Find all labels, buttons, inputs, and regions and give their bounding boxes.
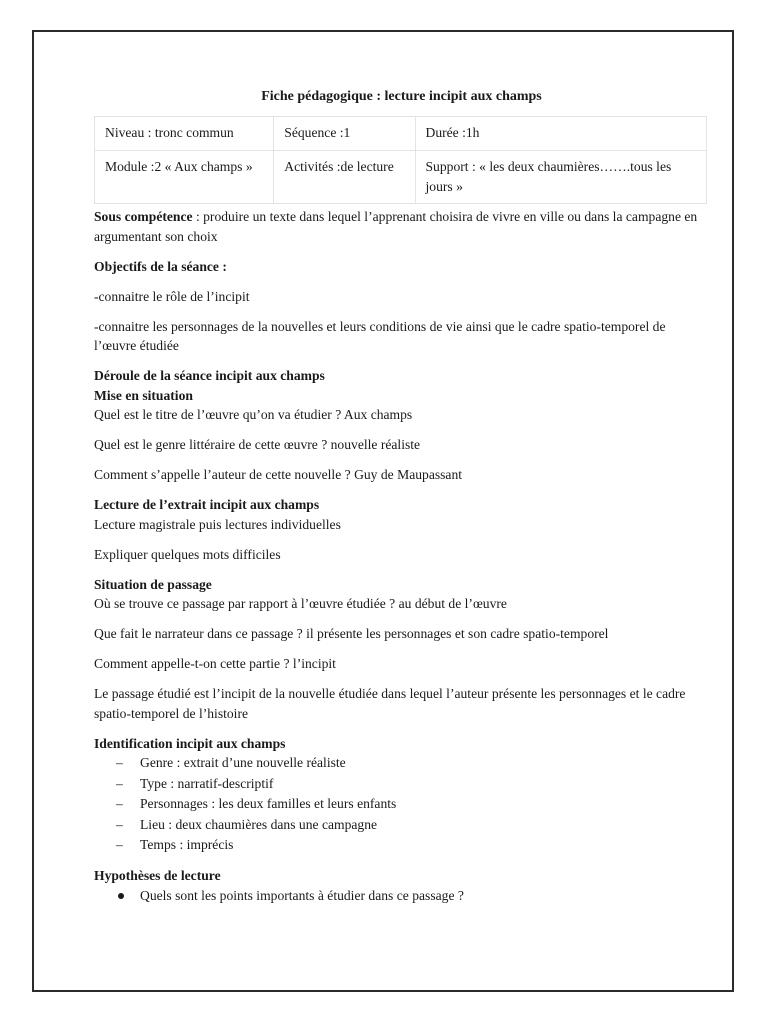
dash-marker: –	[116, 816, 123, 832]
sous-competence-paragraph	[94, 207, 709, 246]
identification-list	[94, 753, 709, 856]
list-item-text: Personnages : les deux familles et leurs enfants	[140, 796, 397, 811]
mise-en-situation-line: Quel est le titre de l’œuvre qu’on va étudier ? Aux champs	[94, 407, 413, 422]
bullet-icon	[118, 893, 124, 899]
document-content	[94, 87, 709, 905]
list-item-text: Quels sont les points importants à étudier dans ce passage ?	[140, 887, 464, 903]
info-table-row	[95, 117, 707, 151]
document-page	[32, 30, 734, 992]
list-item-text: Type : narratif-descriptif	[140, 775, 274, 791]
dash-marker: –	[116, 837, 123, 852]
deroule-heading: Déroule de la séance incipit aux champs	[94, 368, 325, 383]
dash-marker: –	[116, 775, 123, 791]
identification-heading: Identification incipit aux champs	[94, 735, 286, 751]
document-title: Fiche pédagogique : lecture incipit aux champs	[261, 89, 542, 104]
mise-en-situation-line: Comment s’appelle l’auteur de cette nouvelle ? Guy de Maupassant	[94, 467, 463, 482]
niveau-cell: Niveau : tronc commun	[95, 117, 274, 151]
list-item-text: Temps : imprécis	[140, 837, 234, 852]
sequence-cell: Séquence :1	[274, 117, 415, 151]
list-item	[94, 886, 709, 906]
list-item	[94, 815, 709, 836]
lecture-line: Expliquer quelques mots difficiles	[94, 546, 281, 562]
sous-competence-label: Sous compétence	[94, 209, 193, 224]
list-item	[94, 753, 709, 774]
activites-cell: Activités :de lecture	[274, 151, 415, 204]
situation-passage-line: Comment appelle-t-on cette partie ? l’incipit	[94, 656, 336, 671]
lecture-heading: Lecture de l’extrait incipit aux champs	[94, 497, 320, 512]
duree-cell: Durée :1h	[415, 117, 707, 151]
dash-marker: –	[116, 796, 123, 811]
list-item	[94, 835, 709, 856]
situation-passage-line: Le passage étudié est l’incipit de la nouvelle étudiée dans lequel l’auteur présente les personnages et le cadre spatio-temporel de l’histoire	[94, 686, 686, 721]
support-cell: Support : « les deux chaumières…….tous les jours »	[415, 151, 707, 204]
sous-competence-text: : produire un texte dans lequel l’apprenant choisira de vivre en ville ou dans la campagne en argumentant son choix	[94, 209, 698, 244]
mise-en-situation-line: Quel est le genre littéraire de cette œuvre ? nouvelle réaliste	[94, 437, 421, 452]
list-item	[94, 794, 709, 815]
hypotheses-list	[94, 886, 709, 906]
situation-passage-line: Que fait le narrateur dans ce passage ? il présente les personnages et son cadre spatio-temporel	[94, 626, 609, 641]
situation-passage-heading: Situation de passage	[94, 576, 212, 592]
lecture-line: Lecture magistrale puis lectures individuelles	[94, 516, 341, 532]
info-table	[94, 116, 707, 204]
module-cell: Module :2 « Aux champs »	[95, 151, 274, 204]
hypotheses-heading: Hypothèses de lecture	[94, 868, 221, 883]
situation-passage-line: Où se trouve ce passage par rapport à l’œuvre étudiée ? au début de l’œuvre	[94, 596, 507, 611]
objectif-item: -connaitre le rôle de l’incipit	[94, 288, 250, 304]
mise-en-situation-heading: Mise en situation	[94, 387, 193, 403]
objectifs-heading: Objectifs de la séance :	[94, 258, 227, 274]
list-item-text: Genre : extrait d’une nouvelle réaliste	[140, 755, 346, 770]
dash-marker: –	[116, 755, 123, 770]
list-item-text: Lieu : deux chaumières dans une campagne	[140, 816, 378, 832]
info-table-row	[95, 151, 707, 204]
objectif-item: -connaitre les personnages de la nouvelles et leurs conditions de vie ainsi que le cadre spatio-temporel de l’œuvre étudiée	[94, 318, 666, 353]
list-item	[94, 774, 709, 795]
